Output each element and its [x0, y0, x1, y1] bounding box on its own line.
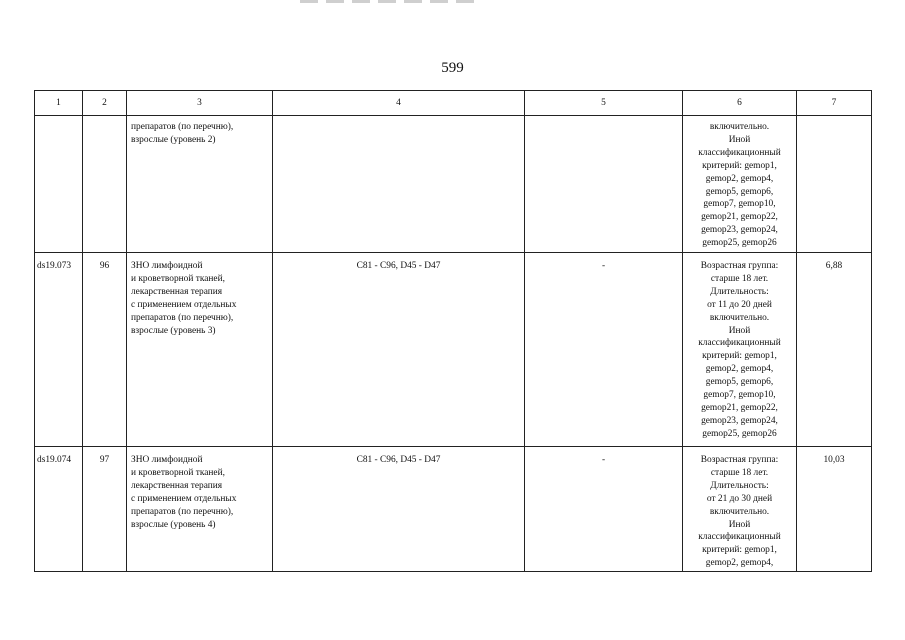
- cell-icd-codes: C81 - C96, D45 - D47: [273, 447, 525, 572]
- cell-coefficient: 10,03: [797, 447, 872, 572]
- page-number: 599: [441, 60, 464, 76]
- cell-number: [83, 116, 127, 253]
- cell-name: ЗНО лимфоидной и кроветворной тканей, лекарственная терапия с применением отдельных препаратов (по перечню), взрослые (уровень 3): [127, 253, 273, 447]
- cell-criteria: Возрастная группа: старше 18 лет. Длительность: от 11 до 20 дней включительно. Иной классификационный критерий: gemop1, gemop2, gemop4, gemop5, gemop6, gemop7, gemop10, gemop21, gemop22, gemop23, gemop24, gemop25, gemop26: [683, 253, 797, 447]
- cell-coefficient: [797, 116, 872, 253]
- cell-number: 97: [83, 447, 127, 572]
- cell-code: ds19.074: [35, 447, 83, 572]
- cell-icd-codes: [273, 116, 525, 253]
- header-col-5: 5: [525, 91, 683, 116]
- cell-extra: -: [525, 253, 683, 447]
- tariff-table: [34, 90, 872, 572]
- cell-criteria: включительно. Иной классификационный критерий: gemop1, gemop2, gemop4, gemop5, gemop6, gemop7, gemop10, gemop21, gemop22, gemop23, gemop24, gemop25, gemop26: [683, 116, 797, 253]
- header-col-1: 1: [35, 91, 83, 116]
- cell-name: ЗНО лимфоидной и кроветворной тканей, лекарственная терапия с применением отдельных препаратов (по перечню), взрослые (уровень 4): [127, 447, 273, 572]
- cell-extra: [525, 116, 683, 253]
- cell-extra: -: [525, 447, 683, 572]
- cell-code: [35, 116, 83, 253]
- cell-criteria: Возрастная группа: старше 18 лет. Длительность: от 21 до 30 дней включительно. Иной классификационный критерий: gemop1, gemop2, gemop4,: [683, 447, 797, 572]
- scan-artifact: [300, 0, 480, 3]
- table-row: [35, 116, 872, 253]
- header-col-6: 6: [683, 91, 797, 116]
- cell-name: препаратов (по перечню), взрослые (уровень 2): [127, 116, 273, 253]
- header-col-7: 7: [797, 91, 872, 116]
- header-row: [35, 91, 872, 116]
- table-row: [35, 447, 872, 572]
- cell-code: ds19.073: [35, 253, 83, 447]
- header-col-4: 4: [273, 91, 525, 116]
- header-col-3: 3: [127, 91, 273, 116]
- table-row: [35, 253, 872, 447]
- header-col-2: 2: [83, 91, 127, 116]
- cell-coefficient: 6,88: [797, 253, 872, 447]
- cell-icd-codes: C81 - C96, D45 - D47: [273, 253, 525, 447]
- cell-number: 96: [83, 253, 127, 447]
